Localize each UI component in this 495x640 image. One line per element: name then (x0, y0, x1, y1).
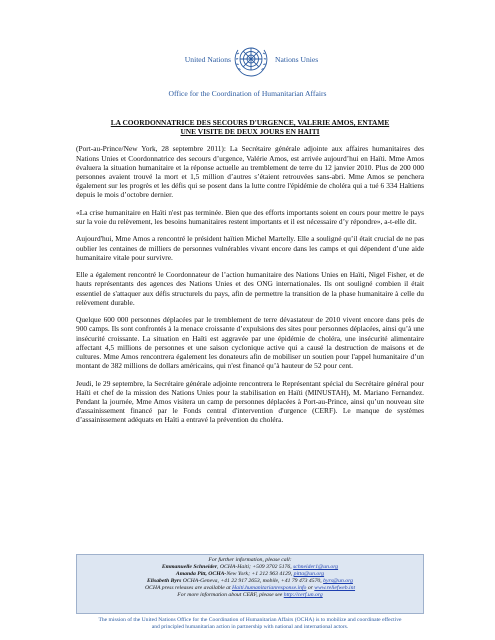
reliefweb-link[interactable]: www.reliefweb.int (314, 585, 356, 592)
contact-name: Elisabeth Byrs (147, 578, 182, 585)
press-release-body (76, 118, 424, 433)
contact-name: Amanda Pitt, OCHA- (175, 571, 227, 578)
contact-intro: For further information, please call: (208, 557, 292, 563)
or-text: or (306, 585, 315, 592)
contact-details: New York; +1 212 963 4129, (226, 571, 294, 578)
cerf-text: For more information about CERF, please see (177, 592, 284, 599)
contact-details: OCHA-Geneva, +41 22 917 2653, mobile, +41 79 473 4570, (181, 578, 324, 585)
org-name-french: Nations Unies (275, 55, 319, 64)
email-link[interactable]: pitta@un.org (293, 571, 325, 578)
un-emblem-icon (231, 40, 271, 80)
paragraph: Quelque 600 000 personnes déplacées par le tremblement de terre dévastateur de 2010 vivent encore dans près de 900 camps. Ils sont confrontés à la menace croissante d’expulsions des sites pour personnes déplacées, ainsi qu’à une insécurité croissante. La situation en Haïti est aggravée par une épidémie de choléra, une insécurité alimentaire affectant 4,5 millions de personnes et une saison cyclonique active qui a causé la destruction de maisons et de cultures. Mme Amos rencontrera également les donateurs afin de mobiliser un soutien pour l'appel humanitaire d’un montant de 382 millions de dollars américains, qui n'est financé qu’à hauteur de 52 pour cent. (76, 315, 424, 371)
paragraph: Aujourd'hui, Mme Amos a rencontré le président haïtien Michel Martelly. Elle a souligné qu’il était crucial de ne pas oublier les centaines de milliers de personnes vulnérables vivant encore dans les camps et qui dépendent d’une aide humanitaire vitale pour survivre. (76, 234, 424, 262)
mission-statement: The mission of the United Nations Office for the Coordination of Humanitarian Affairs (OCHA) is to mobilize and coordinate effective and principled humanitarian action in partnership with national and international actors. (98, 617, 402, 630)
paragraph: (Port-au-Prince/New York, 28 septembre 2011): La Secrétaire générale adjointe aux affaires humanitaires des Nations Unies et Coordonnatrice des secours d’urgence, Valérie Amos, est arrivée aujourd’hui en Haïti. Mme Amos évaluera la situation humanitaire et la réponse actuelle au tremblement de terre du 12 janvier 2010. Plus de 200 000 personnes avaient trouvé la mort et 1,5 million d’autres s’étaient retrouvées sans-abri. Mme Amos se penchera également sur les progrès et les défis qui se posent dans la lutte contre l'épidémie de choléra qui a tué 6 334 Haïtiens depuis le mois d’octobre dernier. (76, 144, 424, 200)
office-name: Office for the Coordination of Humanitarian Affairs (168, 89, 327, 98)
contact-info-box (76, 554, 424, 614)
headline-line-2: UNE VISITE DE DEUX JOURS EN HAITI (180, 127, 320, 137)
contact-name: Emmanuelle Schneider (161, 564, 218, 571)
press-release-text: OCHA press releases are available at (144, 585, 233, 592)
org-name-english: United Nations (184, 55, 231, 64)
letterhead (0, 38, 495, 108)
paragraph: Jeudi, le 29 septembre, la Secrétaire générale adjointe rencontrera le Représentant spécial du Secrétaire général pour Haïti et chef de la mission des Nations Unies pour la stabilisation en Haïti (MINUSTAH), M. Mariano Fernandez. Pendant la journée, Mme Amos visitera un camp de personnes déplacées à Port-au-Prince, ainsi qu’un nouveau site d'assainissement financé par le Fonds central d'intervention d'urgence (CERF). Le manque de systèmes d’assainissement adéquats en Haïti a entravé la prévention du choléra. (76, 378, 424, 425)
contact-line-haiti (77, 564, 423, 571)
humanitarian-response-link[interactable]: Haiti.humanitarianresponse.info (232, 585, 307, 592)
cerf-link[interactable]: http://cerf.un.org (283, 592, 323, 599)
email-link[interactable]: byrs@un.org (323, 578, 353, 585)
contact-details: , OCHA-Haiti; +509 3702 5176, (217, 564, 294, 571)
headline (76, 118, 424, 136)
paragraph: Elle a également rencontré le Coordonnateur de l’action humanitaire des Nations Unies en Haïti, Nigel Fisher, et de hauts représentants des agences des Nations Unies et des ONG internationales. Ils ont souligné combien il était essentiel de s'attaquer aux défis structurels du pays, afin de permettre la transition de la phase humanitaire à celle du relèvement durable. (76, 270, 424, 307)
headline-line-1: LA COORDONNATRICE DES SECOURS D'URGENCE, VALERIE AMOS, ENTAME (110, 118, 390, 127)
cerf-info (77, 592, 423, 599)
contact-line-newyork (77, 571, 423, 578)
email-link[interactable]: schneider1@un.org (293, 564, 339, 571)
paragraph: «La crise humanitaire en Haïti n'est pas terminée. Bien que des efforts importants soient en cours pour mettre le pays sur la voie du relèvement, les besoins humanitaires restent importants et il est nécessaire d’y répondre», a-t-elle dit. (76, 207, 424, 227)
